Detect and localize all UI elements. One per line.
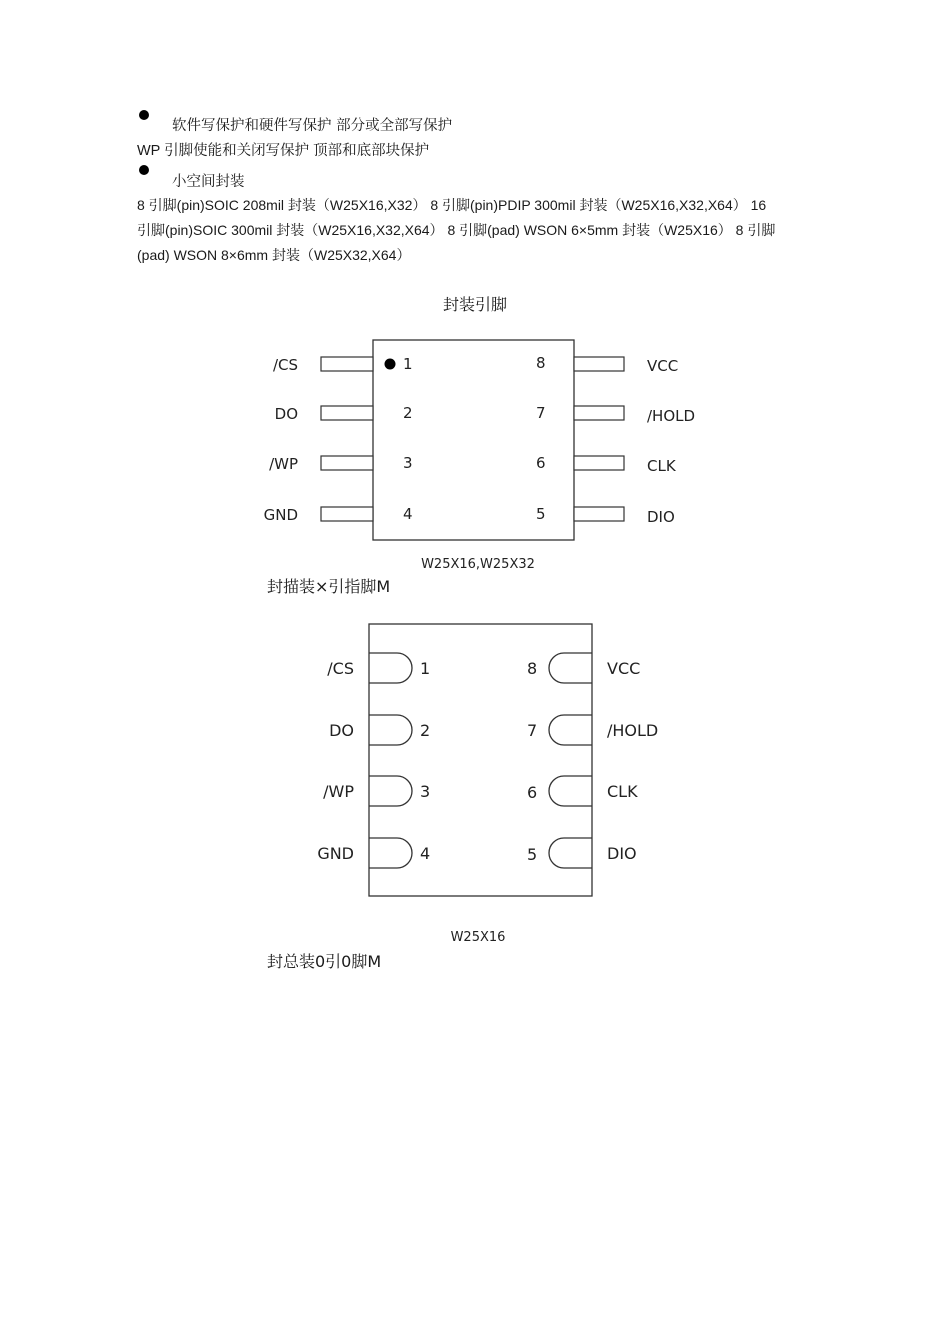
pad-outline: [369, 715, 412, 745]
pin-number: 8: [527, 659, 538, 678]
pin-label: DO: [329, 721, 354, 740]
pin-number: 8: [536, 354, 546, 372]
feature-line-write-protect: 软件写保护和硬件写保护 部分或全部写保护: [172, 118, 453, 134]
pin-lead: [574, 406, 624, 420]
pin-number: 7: [527, 721, 538, 740]
figure-caption: 封总装0引0脚M: [267, 952, 382, 971]
pad-outline: [549, 776, 592, 806]
pin-number: 4: [420, 844, 431, 863]
pin-label: GND: [263, 506, 298, 524]
pin-number: 6: [527, 783, 538, 802]
package-description-line-3: (pad) WSON 8×6mm 封装（W25X32,X64）: [137, 247, 411, 263]
pad-outline: [549, 715, 592, 745]
package-description-line-1: 8 引脚(pin)SOIC 208mil 封装（W25X16,X32） 8 引脚(pin)PDIP 300mil 封装（W25X16,X32,X64） 16: [137, 197, 767, 213]
pin-lead: [321, 456, 373, 470]
pin-label: /WP: [269, 455, 298, 473]
pin-label: CLK: [647, 457, 676, 475]
pin-label: VCC: [607, 659, 641, 678]
pin1-marker-icon: [385, 359, 396, 370]
pin-label: /HOLD: [647, 407, 696, 425]
pad-outline: [549, 838, 592, 868]
pin-label: /CS: [272, 356, 298, 374]
pin-number: 3: [403, 454, 413, 472]
pin-lead: [321, 406, 373, 420]
pin-number: 6: [536, 454, 546, 472]
pad-outline: [369, 776, 412, 806]
pin-label: DIO: [607, 844, 637, 863]
feature-line-small-package: 小空间封装: [172, 174, 245, 190]
pin-number: 4: [403, 505, 413, 523]
pin-lead: [321, 357, 373, 371]
pin-number: 5: [527, 845, 538, 864]
package-description-line-2: 引脚(pin)SOIC 300mil 封装（W25X16,X32,X64） 8 引脚(pad) WSON 6×5mm 封装（W25X16） 8 引脚: [137, 222, 776, 238]
pin-lead: [574, 357, 624, 371]
pin-label: /WP: [323, 782, 354, 801]
pin-lead: [574, 507, 624, 521]
pin-number: 5: [536, 505, 546, 523]
pad-outline: [549, 653, 592, 683]
pin-number: 2: [403, 404, 413, 422]
pin-label: VCC: [647, 357, 679, 375]
pad-outline: [369, 838, 412, 868]
pin-label: CLK: [607, 782, 638, 801]
pin-lead: [574, 456, 624, 470]
pin-label: /HOLD: [607, 721, 659, 740]
pin-label: DO: [274, 405, 298, 423]
pin-label: DIO: [647, 508, 675, 526]
section-title: 封装引脚: [443, 295, 508, 314]
figure-caption: 封描装×引指脚M: [267, 577, 391, 596]
pin-number: 7: [536, 404, 546, 422]
pin-number: 2: [420, 721, 431, 740]
pin-number: 1: [420, 659, 431, 678]
pad-outline: [369, 653, 412, 683]
part-number-label: W25X16: [450, 930, 506, 945]
chip-body: [369, 624, 592, 896]
pin-number: 1: [403, 355, 413, 373]
feature-line-wp-pin: WP 引脚使能和关闭写保护 顶部和底部块保护: [137, 143, 430, 159]
pin-number: 3: [420, 782, 431, 801]
part-number-label: W25X16,W25X32: [421, 557, 535, 572]
pin-lead: [321, 507, 373, 521]
pin-label: GND: [317, 844, 354, 863]
pin-label: /CS: [327, 659, 354, 678]
